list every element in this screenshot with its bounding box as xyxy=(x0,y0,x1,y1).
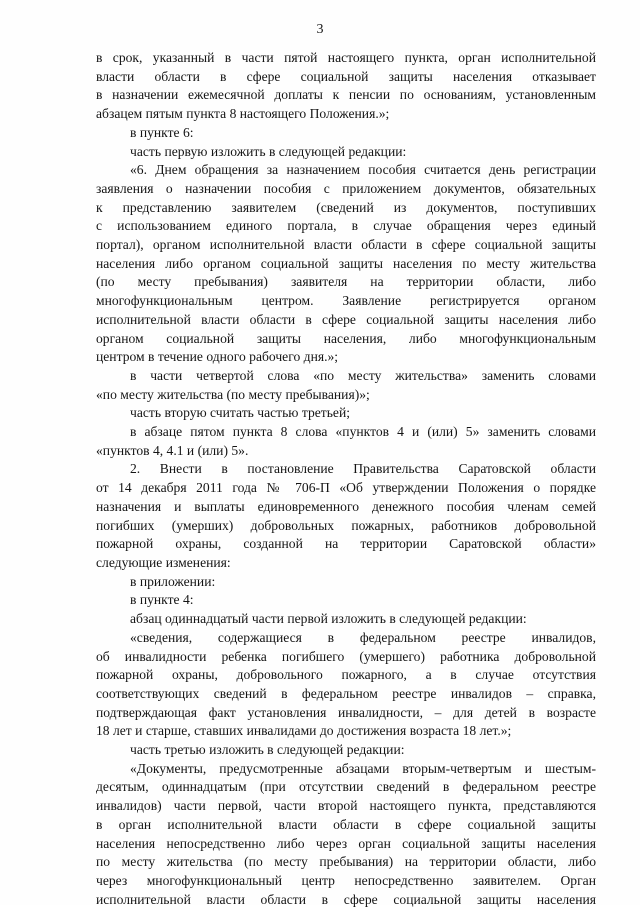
paragraph-3-line: населения либо органом социальной защиты населения по месту жительства xyxy=(96,255,596,271)
paragraph-12-line: часть третью изложить в следующей редакции: xyxy=(130,742,405,758)
paragraph-3-line: к представлению заявителем (сведений из документов, поступивших xyxy=(96,199,596,215)
paragraph-11-line: об инвалидности ребенка погибшего (умершего) работника добровольной xyxy=(96,648,596,664)
paragraph-7-line: назначения и выплаты единовременного денежного пособия членам семей xyxy=(96,498,596,514)
paragraph-0-line: власти области в сфере социальной защиты населения отказывает xyxy=(96,68,596,84)
paragraph-11-line: «сведения, содержащиеся в федеральном реестре инвалидов, xyxy=(130,629,596,645)
paragraph-4-line: в части четвертой слова «по месту жительства» заменить словами xyxy=(130,367,596,383)
paragraph-0-line: абзацем пятым пункта 8 настоящего Положения.»; xyxy=(96,106,390,122)
paragraph-13-line: по месту жительства (по месту пребывания) на территории области, либо xyxy=(96,854,596,870)
paragraph-0-line: в назначении ежемесячной доплаты к пенсии по основаниям, установленным xyxy=(96,87,596,103)
paragraph-13-line: через многофункциональный центр непосредственно заявителем. Орган xyxy=(96,872,596,888)
paragraph-11-line: соответствующих сведений в федеральном реестре инвалидов – справка, xyxy=(96,685,596,701)
paragraph-8-line: в приложении: xyxy=(130,573,216,589)
paragraph-7-line: следующие изменения: xyxy=(96,554,231,570)
paragraph-9-line: в пункте 4: xyxy=(130,592,194,608)
paragraph-3-line: органом социальной защиты населения, либо многофункциональным xyxy=(96,330,596,346)
paragraph-11-line: 18 лет и старше, ставших инвалидами до достижения возраста 18 лет.»; xyxy=(96,723,512,739)
paragraph-13-line: десятым, одиннадцатым (при отсутствии сведений в федеральном реестре xyxy=(96,779,596,795)
paragraph-13-line: населения непосредственно либо через орган социальной защиты населения xyxy=(96,835,596,851)
document-body xyxy=(96,49,596,909)
paragraph-13-line: «Документы, предусмотренные абзацами вторым-четвертым и шестым- xyxy=(130,760,596,776)
paragraph-3-line: портал), органом исполнительной власти области в сфере социальной защиты xyxy=(96,237,596,253)
paragraph-11-line: пожарной охраны, добровольного пожарного, а в случае отсутствия xyxy=(96,667,596,683)
paragraph-3-line: «6. Днем обращения за назначением пособия считается день регистрации xyxy=(130,162,596,178)
paragraph-13-line: в орган исполнительной власти области в сфере социальной защиты xyxy=(96,816,596,832)
paragraph-3-line: с использованием единого портала, в случае обращения через единый xyxy=(96,218,596,234)
paragraph-3-line: заявления о назначении пособия с приложением документов, обязательных xyxy=(96,180,596,196)
paragraph-5-line: часть вторую считать частью третьей; xyxy=(130,405,351,421)
paragraph-3-line: исполнительной власти области в сфере социальной защиты населения либо xyxy=(96,311,596,327)
paragraph-6-line: в абзаце пятом пункта 8 слова «пунктов 4 и (или) 5» заменить словами xyxy=(130,424,596,440)
paragraph-7-line: погибших (умерших) добровольных пожарных, работников добровольной xyxy=(96,517,596,533)
paragraph-4-line: «по месту жительства (по месту пребывания)»; xyxy=(96,386,370,402)
paragraph-13-line: инвалидов) части первой, части второй настоящего пункта, представляются xyxy=(96,798,596,814)
paragraph-0-line: в срок, указанный в части пятой настоящего пункта, орган исполнительной xyxy=(96,50,596,65)
paragraph-3-line: центром в течение одного рабочего дня.»; xyxy=(96,349,339,365)
paragraph-7-line: 2. Внести в постановление Правительства Саратовской области xyxy=(130,461,596,477)
paragraph-7-line: от 14 декабря 2011 года № 706-П «Об утверждении Положения о порядке xyxy=(96,480,596,496)
paragraph-6-line: «пунктов 4, 4.1 и (или) 5». xyxy=(96,442,249,458)
paragraph-7-line: пожарной охраны, созданной на территории Саратовской области» xyxy=(96,536,596,552)
paragraph-11-line: подтверждающая факт установления инвалидности, – для детей в возрасте xyxy=(96,704,596,720)
paragraph-13-line: исполнительной власти области в сфере социальной защиты населения xyxy=(96,891,596,907)
paragraph-2-line: часть первую изложить в следующей редакции: xyxy=(130,143,407,159)
paragraph-1-line: в пункте 6: xyxy=(130,124,194,140)
page-number: 3 xyxy=(316,22,324,37)
paragraph-3-line: (по месту пребывания) заявителя на территории области, либо xyxy=(96,274,596,290)
paragraph-3-line: многофункциональным центром. Заявление регистрируется органом xyxy=(96,293,596,309)
paragraph-10-line: абзац одиннадцатый части первой изложить в следующей редакции: xyxy=(130,611,527,627)
